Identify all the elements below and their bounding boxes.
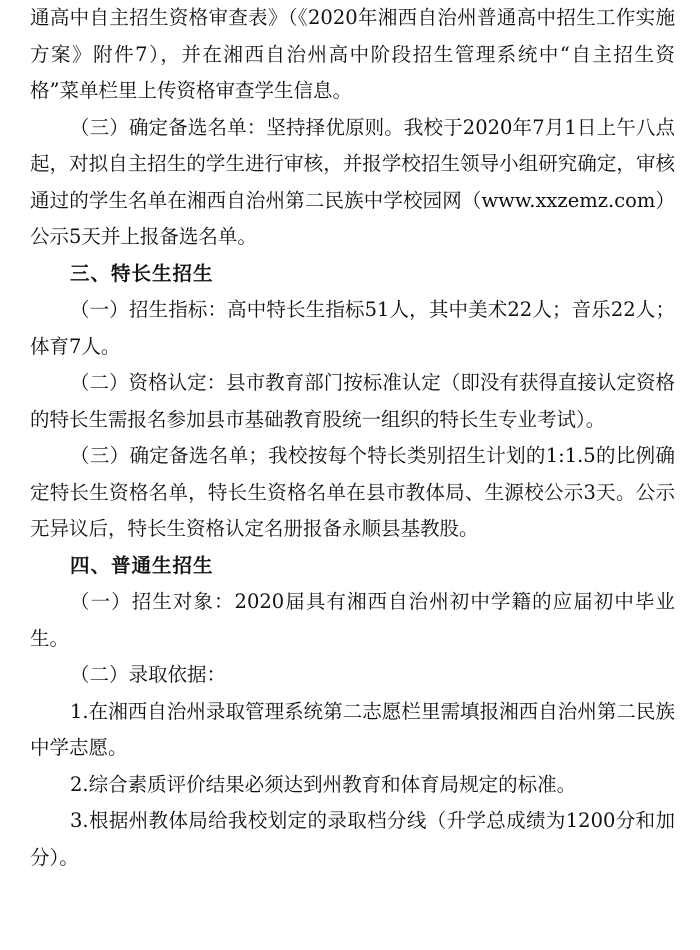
section-heading-general: 四、普通生招生 — [70, 553, 214, 577]
paragraph-specialty-qualification: （二）资格认定：县市教育部门按标准认定（即没有获得直接认定资格的特长生需报名参加县市基础教育股统一组织的特长生专业考试）。 — [30, 371, 675, 431]
list-item: 2.综合素质评价结果必须达到州教育和体育局规定的标准。 — [70, 772, 577, 796]
paragraph-general-target: （一）招生对象：2020届具有湘西自治州初中学籍的应届初中毕业生。 — [30, 590, 675, 650]
paragraph-specialty-candidates: （三）确定备选名单；我校按每个特长类别招生计划的1:1.5的比例确定特长生资格名单，特长生资格名单在县市教体局、生源校公示3天。公示无异议后，特长生资格认定名册报备永顺县基教股。 — [30, 444, 675, 540]
paragraph-admission-basis: （二）录取依据： — [70, 663, 227, 686]
section-heading-specialty: 三、特长生招生 — [70, 261, 214, 285]
paragraph-specialty-quota: （一）招生指标：高中特长生指标51人，其中美术22人；音乐22人；体育7人。 — [30, 298, 675, 358]
paragraph-continuation: 通高中自主招生资格审查表》（《2020年湘西自治州普通高中招生工作实施方案》附件7），并在湘西自治州高中阶段招生管理系统中“自主招生资格”菜单栏里上传资格审查学生信息。 — [30, 6, 675, 102]
document-page — [30, 0, 675, 876]
list-item: 1.在湘西自治州录取管理系统第二志愿栏里需填报湘西自治州第二民族中学志愿。 — [30, 699, 675, 759]
list-item: 3.根据州教体局给我校划定的录取档分线（升学总成绩为1200分和加分）。 — [30, 809, 675, 869]
paragraph-confirm-candidates: （三）确定备选名单：坚持择优原则。我校于2020年7月1日上午八点起，对拟自主招生的学生进行审核，并报学校招生领导小组研究确定，审核通过的学生名单在湘西自治州第二民族中学校园网（www.xxzemz.com）公示5天并上报备选名单。 — [30, 115, 675, 248]
